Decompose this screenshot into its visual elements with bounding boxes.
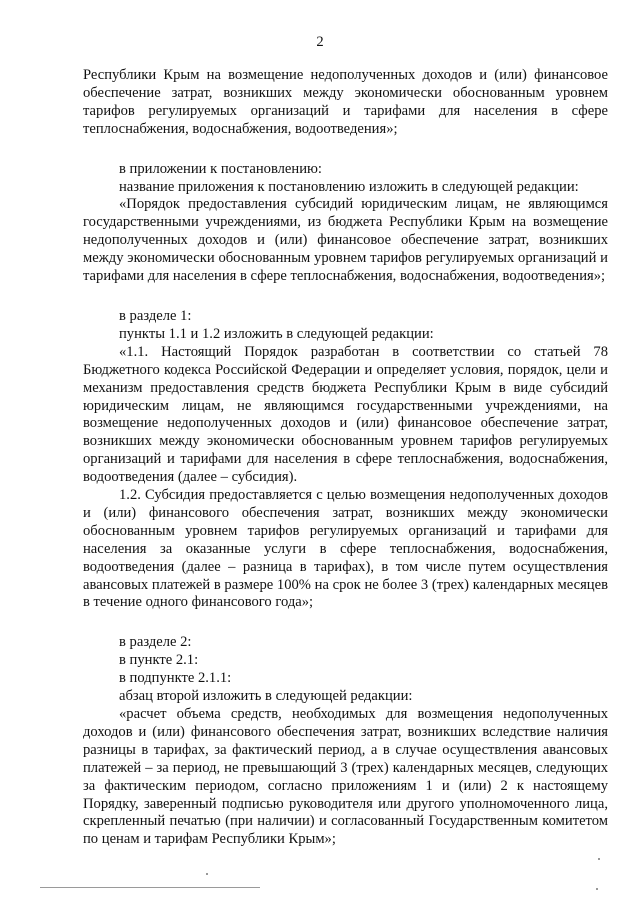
page-number: 2 xyxy=(316,34,324,50)
paragraph-appendix-intro: в приложении к постановлению: xyxy=(119,160,322,177)
paragraph-point-1-2: 1.2. Субсидия предоставляется с целью возмещения недополученных доходов и (или) финансового обеспечения затрат, возникших между экономически обоснованным уровнем тарифов регулируемых организаций и тарифами для населения за оказанные услуги в сфере теплоснабжения, водоснабжения, водоотведения (далее – разница в тарифах), в том числе путем осуществления авансовых платежей в размере 100% на срок не более 3 (трех) календарных месяцев в течение одного финансового года»; xyxy=(83,487,608,611)
scan-speck xyxy=(598,858,600,860)
paragraph-section-2: в разделе 2: xyxy=(119,634,192,651)
paragraph-section-1: в разделе 1: xyxy=(119,307,192,324)
paragraph-point-1-1: «1.1. Настоящий Порядок разработан в соответствии со статьей 78 Бюджетного кодекса Российской Федерации и определяет условия, порядок, цели и механизм предоставления средств бюджета Республики Крым в виде субсидий юридическим лицам, не являющимся государственными учреждениями, на возмещение недополученных доходов и (или) финансовое обеспечение затрат, возникших между экономически обоснованным уровнем тарифов регулируемых организаций и тарифами для населения в сфере теплоснабжения, водоснабжения, водоотведения (далее – субсидия). xyxy=(83,343,608,486)
document-body xyxy=(83,67,608,849)
paragraph-points-instruction: пункты 1.1 и 1.2 изложить в следующей редакции: xyxy=(119,325,434,342)
paragraph-point-2-1: в пункте 2.1: xyxy=(119,652,199,669)
scan-speck xyxy=(596,888,598,890)
paragraph-abzac-instruction: абзац второй изложить в следующей редакции: xyxy=(119,688,413,705)
footer-scan-line xyxy=(40,887,260,888)
paragraph-appendix-title-instruction: название приложения к постановлению изложить в следующей редакции: xyxy=(119,178,579,195)
paragraph-appendix-title: «Порядок предоставления субсидий юридическим лицам, не являющимся государственными учреждениями, из бюджета Республики Крым на возмещение недополученных доходов и (или) финансовое обеспечение затрат, возникших между экономически обоснованным уровнем тарифов регулируемых организаций и тарифами для населения в сфере теплоснабжения, водоснабжения, водоотведения»; xyxy=(83,196,608,285)
paragraph-continuation: Республики Крым на возмещение недополученных доходов и (или) финансовое обеспечение затрат, возникших между экономически обоснованным уровнем тарифов регулируемых организаций и тарифами для населения в сфере теплоснабжения, водоснабжения, водоотведения»; xyxy=(83,67,608,137)
paragraph-calculation: «расчет объема средств, необходимых для возмещения недополученных доходов и (или) финансового обеспечения затрат, возникших вследствие наличия разницы в тарифах, за фактический период, а в случае осуществления авансовых платежей – за период, не превышающий 3 (трех) календарных месяцев, следующих за фактическим периодом, согласно приложениям 1 и (или) 2 к настоящему Порядку, заверенный подписью руководителя или другого уполномоченного лица, скрепленный печатью (при наличии) и согласованный Государственным комитетом по ценам и тарифам Республики Крым»; xyxy=(83,706,608,848)
scan-speck xyxy=(206,873,208,875)
paragraph-subpoint-2-1-1: в подпункте 2.1.1: xyxy=(119,670,232,687)
